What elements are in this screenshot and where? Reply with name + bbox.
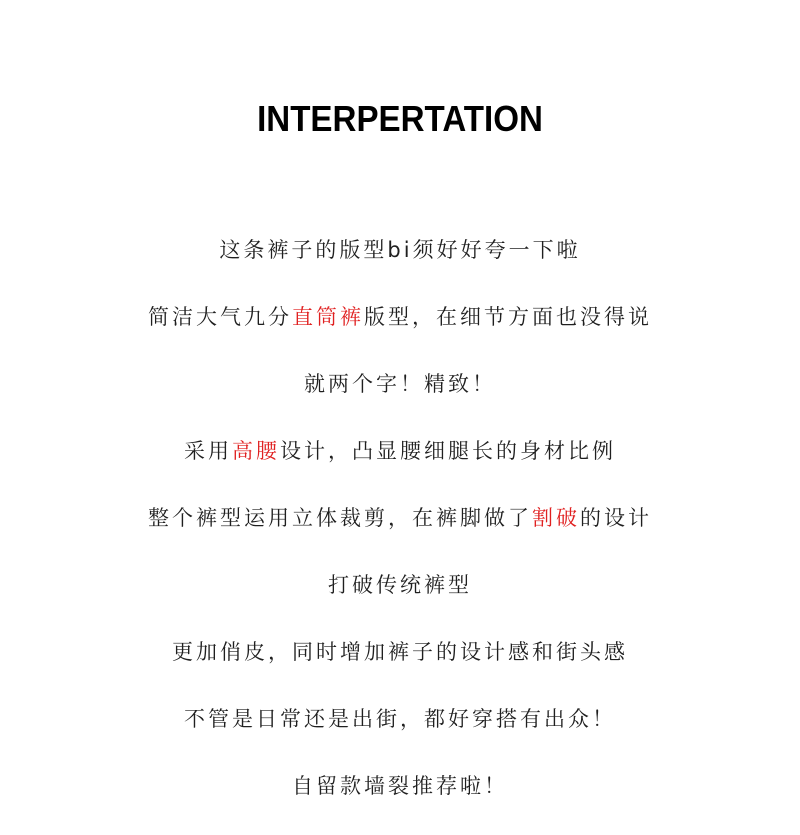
highlighted-text: 直筒裤 [292, 305, 364, 329]
page-title: INTERPERTATION [257, 98, 543, 139]
highlighted-text: 高腰 [232, 439, 280, 463]
line-text: 采用 [184, 439, 232, 463]
description-lines [0, 232, 800, 835]
highlighted-text: 割破 [532, 506, 580, 530]
line-text: 版型，在细节方面也没得说 [364, 305, 652, 329]
description-line [0, 299, 800, 366]
line-text: 简洁大气九分 [148, 305, 292, 329]
line-text: 不管是日常还是出街，都好穿搭有出众！ [184, 707, 616, 731]
description-line [0, 433, 800, 500]
description-line [0, 366, 800, 433]
line-text: 就两个字！精致！ [304, 372, 496, 396]
line-text: 整个裤型运用立体裁剪，在裤脚做了 [148, 506, 532, 530]
line-text: 更加俏皮，同时增加裤子的设计感和街头感 [172, 640, 628, 664]
line-text: 的设计 [580, 506, 652, 530]
line-text: 自留款墙裂推荐啦！ [292, 774, 508, 798]
description-line [0, 232, 800, 299]
description-line [0, 567, 800, 634]
line-text: 打破传统裤型 [328, 573, 472, 597]
description-line [0, 634, 800, 701]
line-text: 设计，凸显腰细腿长的身材比例 [280, 439, 616, 463]
description-line [0, 701, 800, 768]
line-text: 这条裤子的版型bi须好好夸一下啦 [219, 238, 581, 262]
description-line [0, 768, 800, 835]
description-line [0, 500, 800, 567]
